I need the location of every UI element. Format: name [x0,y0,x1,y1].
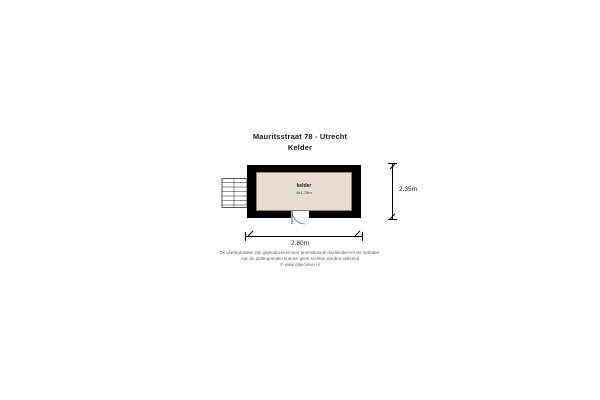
page-subtitle: Kelder [287,143,313,152]
room-area-kelder: 6x1.75m [296,190,312,195]
dimension-label-height: 2.35m [399,186,418,193]
dimension-label-width: 2.80m [290,240,310,247]
room-label-kelder: kelder [296,183,312,189]
staircase-icon [217,178,247,208]
disclaimer-copyright: © www.objectieve.nl [280,262,320,267]
dimension-line-horizontal [245,236,363,237]
page-title: Mauritsstraat 78 - Utrecht [252,132,348,141]
disclaimer-line-1: De plattegronden zijn geproduceerd voor promotionele doeleinden en ter indicatie. [219,250,381,255]
door-swing-icon [291,211,309,225]
floorplan-drawing [247,165,361,218]
disclaimer-line-2: Aan de plattegronden kunnen geen rechten worden ontleend [240,256,360,261]
dimension-line-vertical [392,163,393,220]
disclaimer [0,250,600,268]
title-block [0,131,600,153]
